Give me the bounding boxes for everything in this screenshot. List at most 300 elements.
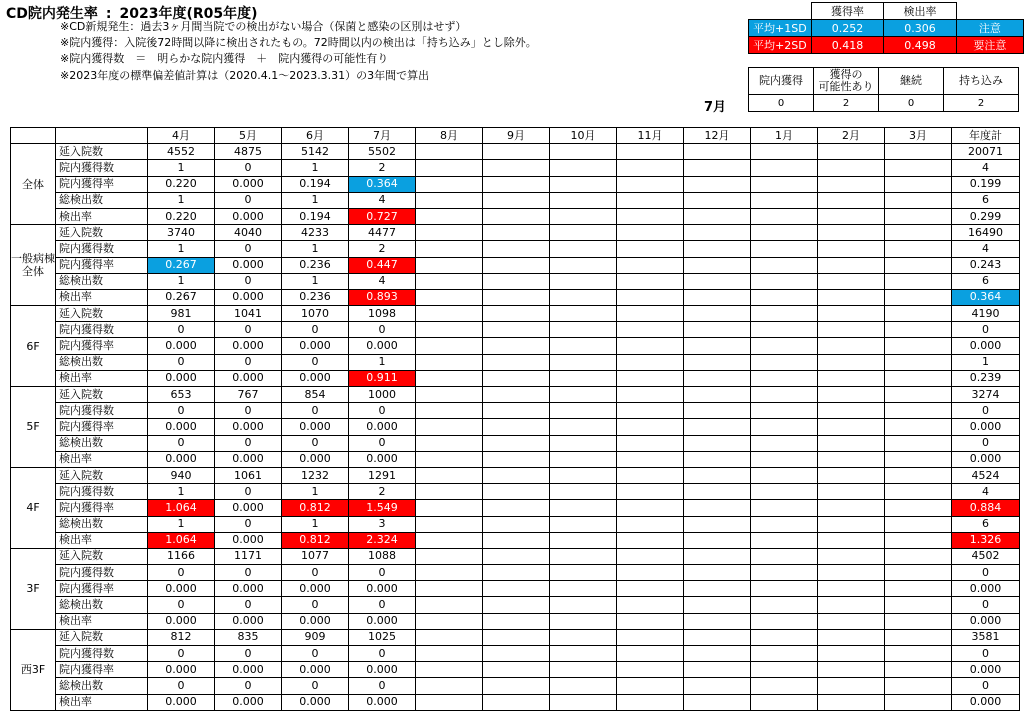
value-cell — [550, 613, 617, 629]
total-cell: 0.243 — [952, 257, 1020, 273]
value-cell — [483, 225, 550, 241]
total-cell: 4502 — [952, 548, 1020, 564]
value-cell — [684, 581, 751, 597]
value-cell — [751, 144, 818, 160]
value-cell — [751, 451, 818, 467]
value-cell — [818, 419, 885, 435]
value-cell — [818, 370, 885, 386]
value-cell: 0.220 — [148, 208, 215, 224]
value-cell — [550, 467, 617, 483]
summary-value-inhospital: 0 — [749, 95, 814, 112]
value-cell: 812 — [148, 629, 215, 645]
value-cell: 0.000 — [349, 694, 416, 710]
threshold-legend — [748, 2, 1024, 54]
value-cell — [684, 241, 751, 257]
metric-label: 院内獲得率 — [56, 257, 148, 273]
metric-label: 院内獲得率 — [56, 662, 148, 678]
value-cell: 3740 — [148, 225, 215, 241]
value-cell: 0.267 — [148, 257, 215, 273]
value-cell: 854 — [282, 387, 349, 403]
total-cell: 0.199 — [952, 176, 1020, 192]
value-cell — [885, 354, 952, 370]
table-row — [11, 629, 1020, 645]
value-cell — [751, 548, 818, 564]
metric-label: 延入院数 — [56, 387, 148, 403]
table-row — [11, 516, 1020, 532]
value-cell — [751, 484, 818, 500]
value-cell — [818, 354, 885, 370]
legend-header-det: 検出率 — [884, 3, 957, 20]
value-cell — [885, 678, 952, 694]
value-cell: 1166 — [148, 548, 215, 564]
value-cell — [684, 694, 751, 710]
value-cell — [483, 354, 550, 370]
value-cell: 0 — [282, 597, 349, 613]
value-cell — [416, 581, 483, 597]
value-cell: 1 — [282, 160, 349, 176]
value-cell — [818, 289, 885, 305]
value-cell — [483, 694, 550, 710]
value-cell: 0 — [349, 678, 416, 694]
value-cell — [617, 597, 684, 613]
value-cell: 0 — [282, 435, 349, 451]
value-cell: 0.000 — [215, 613, 282, 629]
value-cell — [684, 451, 751, 467]
value-cell — [550, 176, 617, 192]
table-row — [11, 678, 1020, 694]
total-cell: 0.364 — [952, 289, 1020, 305]
value-cell: 0.000 — [282, 581, 349, 597]
table-row — [11, 257, 1020, 273]
value-cell — [885, 597, 952, 613]
total-cell: 4190 — [952, 306, 1020, 322]
value-cell — [818, 484, 885, 500]
value-cell — [617, 662, 684, 678]
value-cell — [483, 451, 550, 467]
value-cell — [885, 322, 952, 338]
month-header: 8月 — [416, 128, 483, 144]
metric-label: 総検出数 — [56, 678, 148, 694]
value-cell — [483, 548, 550, 564]
note-line: ※CD新規発生：過去3ヶ月間当院での検出がない場合（保菌と感染の区別はせず） — [60, 20, 467, 33]
value-cell: 0 — [148, 597, 215, 613]
metric-label: 延入院数 — [56, 306, 148, 322]
value-cell: 0 — [349, 597, 416, 613]
value-cell — [885, 532, 952, 548]
ward-name: 西3F — [11, 629, 56, 710]
value-cell: 0.000 — [148, 338, 215, 354]
value-cell — [483, 387, 550, 403]
value-cell — [818, 322, 885, 338]
value-cell: 1.064 — [148, 500, 215, 516]
value-cell — [416, 516, 483, 532]
total-cell: 0.000 — [952, 662, 1020, 678]
month-header: 3月 — [885, 128, 952, 144]
total-cell: 6 — [952, 516, 1020, 532]
table-row — [11, 289, 1020, 305]
value-cell — [550, 678, 617, 694]
summary-value-possible: 2 — [814, 95, 879, 112]
value-cell — [550, 646, 617, 662]
value-cell: 4552 — [148, 144, 215, 160]
ward-name: 全体 — [11, 144, 56, 225]
metric-label: 検出率 — [56, 451, 148, 467]
value-cell — [885, 435, 952, 451]
value-cell — [483, 241, 550, 257]
value-cell — [550, 306, 617, 322]
table-row — [11, 435, 1020, 451]
value-cell: 1098 — [349, 306, 416, 322]
value-cell — [684, 370, 751, 386]
value-cell — [617, 338, 684, 354]
metric-label: 延入院数 — [56, 225, 148, 241]
table-row — [11, 500, 1020, 516]
title-text: CD院内発生率 — [6, 6, 98, 22]
value-cell: 1.549 — [349, 500, 416, 516]
total-cell: 4 — [952, 241, 1020, 257]
value-cell: 1171 — [215, 548, 282, 564]
value-cell — [617, 484, 684, 500]
value-cell — [617, 192, 684, 208]
value-cell — [751, 322, 818, 338]
metric-label: 総検出数 — [56, 516, 148, 532]
value-cell — [483, 403, 550, 419]
summary-label-inhospital: 院内獲得 — [749, 68, 814, 95]
value-cell — [818, 257, 885, 273]
value-cell: 0.267 — [148, 289, 215, 305]
value-cell — [617, 646, 684, 662]
value-cell — [416, 451, 483, 467]
value-cell — [617, 289, 684, 305]
metric-label: 検出率 — [56, 613, 148, 629]
value-cell — [617, 613, 684, 629]
value-cell — [617, 532, 684, 548]
note-line: ※2023年度の標準偏差値計算は（2020.4.1～2023.3.31）の3年間で算出 — [60, 68, 430, 82]
value-cell: 0.000 — [215, 500, 282, 516]
value-cell — [751, 241, 818, 257]
metric-label: 院内獲得率 — [56, 176, 148, 192]
month-header: 7月 — [349, 128, 416, 144]
value-cell — [818, 160, 885, 176]
value-cell — [818, 306, 885, 322]
value-cell — [885, 225, 952, 241]
total-cell: 4524 — [952, 467, 1020, 483]
value-cell — [617, 516, 684, 532]
value-cell: 0.000 — [148, 581, 215, 597]
total-cell: 4 — [952, 484, 1020, 500]
value-cell: 0 — [215, 678, 282, 694]
value-cell: 0 — [349, 403, 416, 419]
table-row — [11, 354, 1020, 370]
value-cell — [751, 192, 818, 208]
table-row — [11, 646, 1020, 662]
value-cell — [550, 387, 617, 403]
metric-label: 院内獲得数 — [56, 484, 148, 500]
value-cell — [483, 484, 550, 500]
value-cell: 0 — [215, 160, 282, 176]
value-cell — [550, 338, 617, 354]
value-cell — [818, 467, 885, 483]
value-cell: 2 — [349, 241, 416, 257]
value-cell: 0 — [282, 403, 349, 419]
value-cell: 940 — [148, 467, 215, 483]
value-cell — [617, 387, 684, 403]
total-cell: 1 — [952, 354, 1020, 370]
value-cell — [684, 435, 751, 451]
value-cell — [416, 467, 483, 483]
table-row — [11, 467, 1020, 483]
value-cell — [416, 208, 483, 224]
value-cell — [885, 694, 952, 710]
legend-label-2sd: 平均+2SD — [749, 37, 812, 54]
value-cell — [483, 322, 550, 338]
value-cell — [483, 208, 550, 224]
value-cell: 0 — [148, 646, 215, 662]
table-row — [11, 241, 1020, 257]
value-cell — [818, 500, 885, 516]
table-row — [11, 338, 1020, 354]
value-cell — [684, 516, 751, 532]
value-cell: 0.220 — [148, 176, 215, 192]
value-cell: 0.000 — [349, 581, 416, 597]
value-cell — [617, 678, 684, 694]
value-cell — [818, 403, 885, 419]
value-cell — [684, 646, 751, 662]
value-cell — [751, 160, 818, 176]
value-cell: 0.000 — [349, 662, 416, 678]
ward-name: 一般病棟全体 — [11, 225, 56, 306]
value-cell: 1232 — [282, 467, 349, 483]
value-cell: 0.447 — [349, 257, 416, 273]
value-cell — [416, 370, 483, 386]
total-cell: 0.299 — [952, 208, 1020, 224]
value-cell — [751, 467, 818, 483]
value-cell: 0.000 — [282, 338, 349, 354]
value-cell — [483, 467, 550, 483]
value-cell — [751, 403, 818, 419]
value-cell — [885, 289, 952, 305]
value-cell: 0 — [282, 678, 349, 694]
value-cell — [550, 629, 617, 645]
summary-label-continued: 継続 — [879, 68, 944, 95]
value-cell — [684, 208, 751, 224]
value-cell: 5502 — [349, 144, 416, 160]
metric-label: 延入院数 — [56, 548, 148, 564]
value-cell — [617, 435, 684, 451]
value-cell — [416, 419, 483, 435]
value-cell: 5142 — [282, 144, 349, 160]
value-cell: 1 — [148, 160, 215, 176]
metric-label: 院内獲得率 — [56, 500, 148, 516]
value-cell — [684, 548, 751, 564]
value-cell — [617, 629, 684, 645]
value-cell: 1.064 — [148, 532, 215, 548]
value-cell: 0.236 — [282, 257, 349, 273]
value-cell — [550, 435, 617, 451]
total-cell: 0 — [952, 565, 1020, 581]
value-cell: 0.000 — [282, 451, 349, 467]
metric-label: 延入院数 — [56, 467, 148, 483]
value-cell: 1 — [148, 484, 215, 500]
value-cell — [483, 662, 550, 678]
value-cell: 0.000 — [148, 662, 215, 678]
fiscal-year: 2023年度(R05年度) — [119, 6, 258, 22]
value-cell — [684, 613, 751, 629]
value-cell: 0.000 — [215, 419, 282, 435]
value-cell: 0 — [215, 565, 282, 581]
value-cell: 0.000 — [215, 289, 282, 305]
value-cell — [684, 403, 751, 419]
value-cell — [617, 273, 684, 289]
value-cell — [483, 435, 550, 451]
value-cell — [751, 678, 818, 694]
value-cell: 0.000 — [148, 419, 215, 435]
value-cell: 0.000 — [215, 257, 282, 273]
value-cell: 0 — [148, 322, 215, 338]
value-cell — [416, 646, 483, 662]
value-cell — [751, 176, 818, 192]
value-cell — [483, 176, 550, 192]
total-header: 年度計 — [952, 128, 1020, 144]
value-cell — [885, 144, 952, 160]
value-cell — [818, 532, 885, 548]
value-cell — [483, 273, 550, 289]
metric-label: 院内獲得数 — [56, 403, 148, 419]
value-cell — [751, 597, 818, 613]
value-cell: 3 — [349, 516, 416, 532]
value-cell — [416, 500, 483, 516]
value-cell — [684, 484, 751, 500]
table-row — [11, 532, 1020, 548]
value-cell: 0 — [215, 273, 282, 289]
value-cell — [416, 273, 483, 289]
value-cell — [617, 354, 684, 370]
value-cell — [885, 387, 952, 403]
header-corner — [11, 128, 56, 144]
value-cell: 0 — [215, 241, 282, 257]
value-cell: 0.000 — [215, 370, 282, 386]
value-cell — [416, 322, 483, 338]
value-cell — [416, 225, 483, 241]
table-row — [11, 225, 1020, 241]
value-cell — [617, 176, 684, 192]
value-cell: 0 — [215, 354, 282, 370]
value-cell: 0.000 — [282, 370, 349, 386]
total-cell: 0.000 — [952, 419, 1020, 435]
value-cell: 0 — [282, 565, 349, 581]
value-cell — [416, 548, 483, 564]
table-row — [11, 370, 1020, 386]
value-cell — [416, 662, 483, 678]
metric-label: 院内獲得数 — [56, 646, 148, 662]
value-cell — [885, 176, 952, 192]
metric-label: 延入院数 — [56, 629, 148, 645]
table-row — [11, 160, 1020, 176]
value-cell — [416, 532, 483, 548]
value-cell — [818, 581, 885, 597]
metric-label: 検出率 — [56, 370, 148, 386]
value-cell: 0.000 — [148, 370, 215, 386]
metric-label: 検出率 — [56, 694, 148, 710]
value-cell: 0 — [349, 435, 416, 451]
metric-label: 院内獲得数 — [56, 241, 148, 257]
total-cell: 0 — [952, 678, 1020, 694]
metric-label: 院内獲得率 — [56, 419, 148, 435]
value-cell — [550, 694, 617, 710]
total-cell: 20071 — [952, 144, 1020, 160]
legend-label-1sd: 平均+1SD — [749, 20, 812, 37]
title-separator: : — [105, 6, 112, 22]
value-cell: 1000 — [349, 387, 416, 403]
value-cell: 4 — [349, 192, 416, 208]
value-cell — [483, 629, 550, 645]
value-cell — [416, 694, 483, 710]
value-cell — [617, 225, 684, 241]
value-cell — [617, 241, 684, 257]
value-cell — [818, 241, 885, 257]
value-cell — [818, 678, 885, 694]
value-cell — [416, 338, 483, 354]
value-cell: 1070 — [282, 306, 349, 322]
value-cell — [550, 241, 617, 257]
value-cell — [483, 289, 550, 305]
metric-label: 総検出数 — [56, 435, 148, 451]
value-cell — [483, 516, 550, 532]
value-cell — [684, 144, 751, 160]
value-cell — [885, 419, 952, 435]
value-cell: 0 — [148, 565, 215, 581]
value-cell — [684, 273, 751, 289]
value-cell — [416, 565, 483, 581]
value-cell: 0 — [215, 403, 282, 419]
value-cell: 1 — [282, 516, 349, 532]
value-cell: 0 — [215, 322, 282, 338]
value-cell — [818, 646, 885, 662]
table-row — [11, 451, 1020, 467]
value-cell: 0.000 — [215, 338, 282, 354]
value-cell — [818, 273, 885, 289]
value-cell — [684, 338, 751, 354]
value-cell — [818, 451, 885, 467]
legend-det-1sd: 0.306 — [884, 20, 957, 37]
value-cell — [818, 435, 885, 451]
value-cell — [818, 548, 885, 564]
ward-name: 6F — [11, 306, 56, 387]
table-row — [11, 419, 1020, 435]
value-cell — [751, 387, 818, 403]
value-cell: 0.000 — [215, 532, 282, 548]
value-cell — [751, 662, 818, 678]
value-cell — [885, 192, 952, 208]
value-cell — [416, 387, 483, 403]
value-cell — [885, 338, 952, 354]
value-cell — [751, 565, 818, 581]
value-cell: 4 — [349, 273, 416, 289]
table-row — [11, 548, 1020, 564]
value-cell — [885, 370, 952, 386]
month-header: 1月 — [751, 128, 818, 144]
value-cell — [684, 662, 751, 678]
value-cell: 0 — [148, 678, 215, 694]
table-row — [11, 613, 1020, 629]
value-cell — [885, 160, 952, 176]
value-cell: 0.000 — [148, 451, 215, 467]
metric-label: 総検出数 — [56, 273, 148, 289]
value-cell — [416, 354, 483, 370]
value-cell — [818, 144, 885, 160]
value-cell — [617, 694, 684, 710]
value-cell — [684, 192, 751, 208]
